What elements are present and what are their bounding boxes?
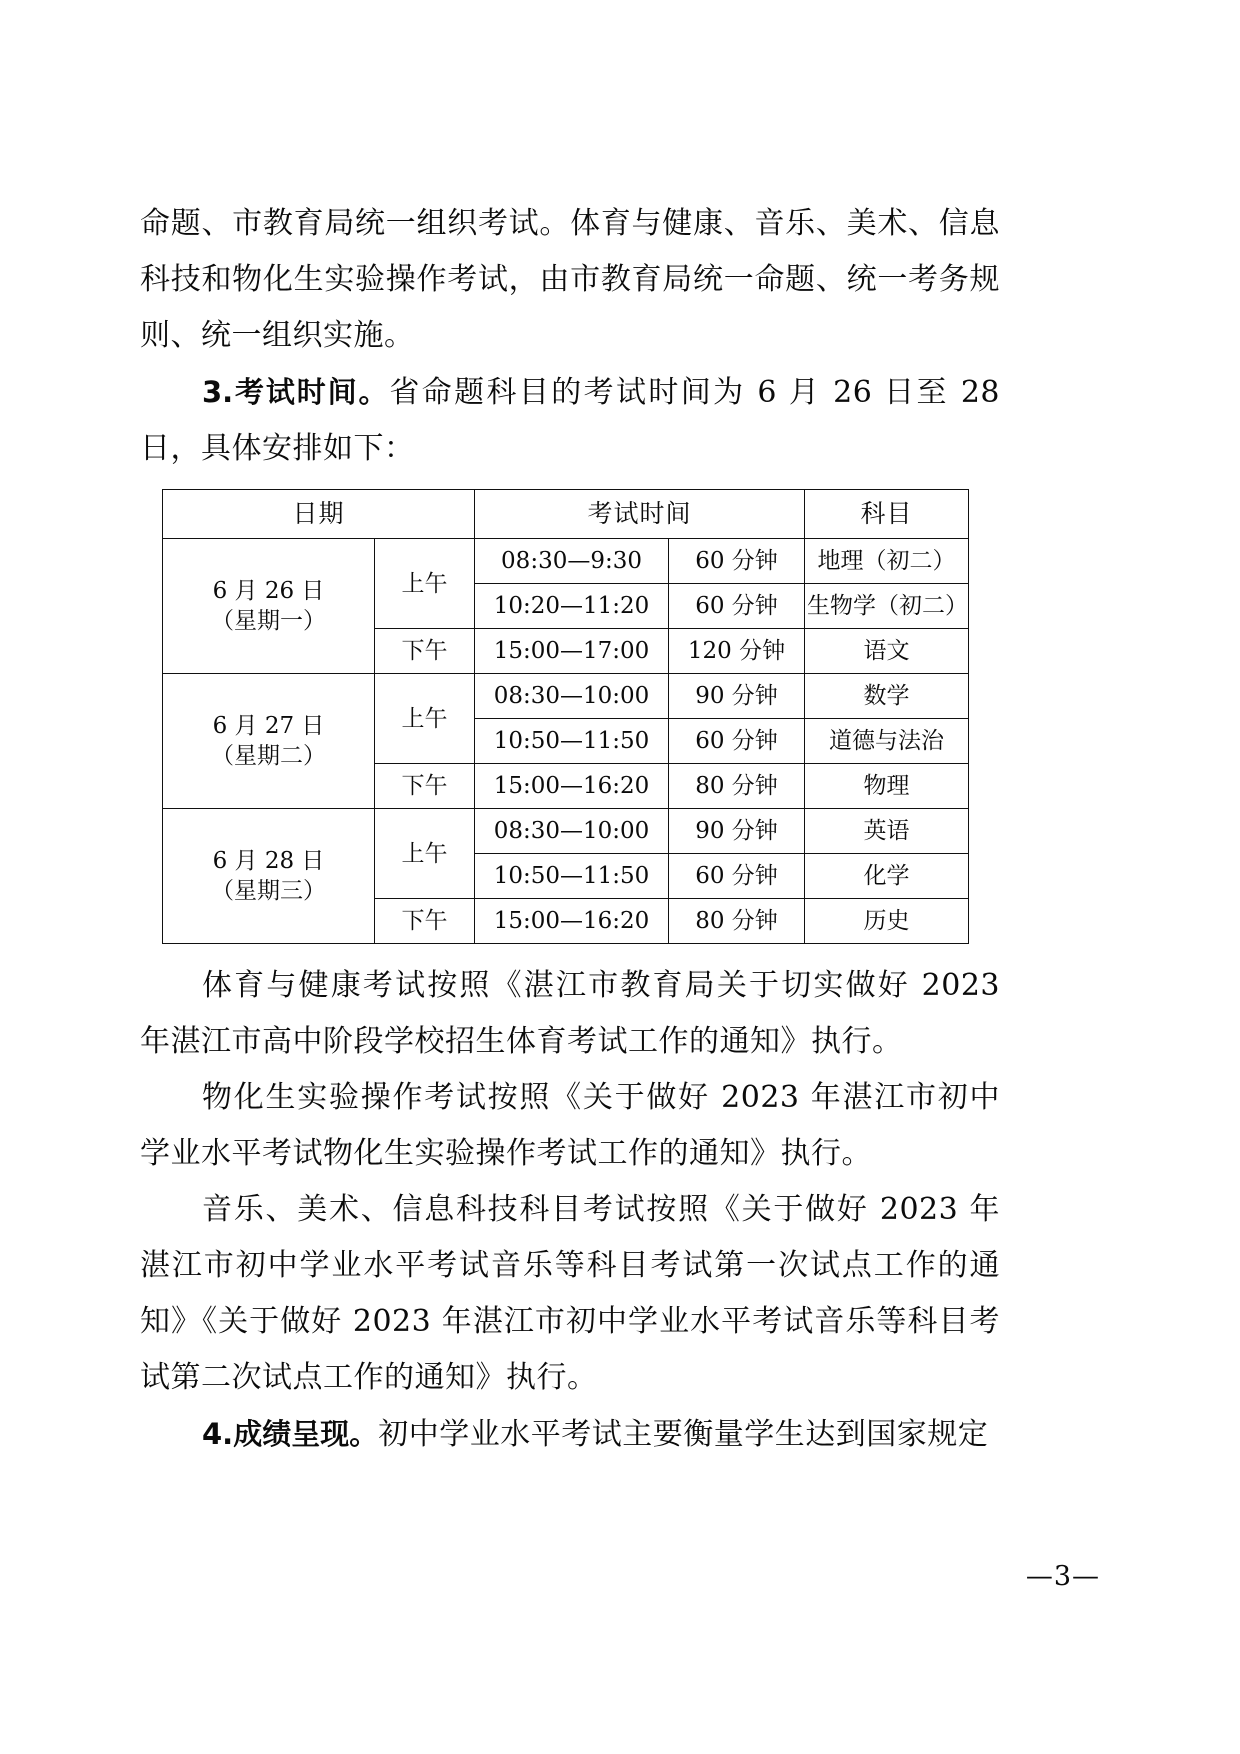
duration-cell: 90 分钟 [669, 674, 805, 719]
header-subject: 科目 [805, 490, 969, 539]
date-cell-day2 [163, 674, 375, 809]
exam-time-cell: 08:30—10:00 [475, 809, 669, 854]
half-day-cell: 下午 [375, 764, 475, 809]
paragraph-pe-exam: 体育与健康考试按照《湛江市教育局关于切实做好 2023 年湛江市高中阶段学校招生体育考试工作的通知》执行。 [140, 968, 1000, 1059]
duration-cell: 80 分钟 [669, 899, 805, 944]
section-3-heading: 3.考试时间。 [202, 375, 390, 409]
subject-cell: 历史 [805, 899, 969, 944]
duration-cell: 60 分钟 [669, 719, 805, 764]
document-body [140, 196, 1000, 1463]
exam-time-cell: 15:00—17:00 [475, 629, 669, 674]
date-line-1: 6 月 28 日 [212, 848, 325, 874]
table-row [163, 674, 969, 719]
exam-time-cell: 10:50—11:50 [475, 719, 669, 764]
half-day-cell: 上午 [375, 674, 475, 764]
date-cell-day1 [163, 539, 375, 674]
half-day-cell: 下午 [375, 899, 475, 944]
exam-time-cell: 10:50—11:50 [475, 854, 669, 899]
date-line-2: （星期二） [211, 743, 326, 769]
paragraph-continuation: 命题、市教育局统一组织考试。体育与健康、音乐、美术、信息科技和物化生实验操作考试，由市教育局统一命题、统一考务规则、统一组织实施。 [140, 206, 1000, 353]
table-row [163, 539, 969, 584]
section-4-body: 初中学业水平考试主要衡量学生达到国家规定 [378, 1417, 989, 1452]
section-4-heading: 4.成绩呈现。 [202, 1417, 379, 1451]
subject-cell: 语文 [805, 629, 969, 674]
section-3-body: 省命题科目的考试时间为 6 月 26 日至 28 日，具体安排如下： [140, 375, 1000, 466]
half-day-cell: 下午 [375, 629, 475, 674]
duration-cell: 60 分钟 [669, 854, 805, 899]
subject-cell: 物理 [805, 764, 969, 809]
half-day-cell: 上午 [375, 539, 475, 629]
paragraph-arts-exam: 音乐、美术、信息科技科目考试按照《关于做好 2023 年湛江市初中学业水平考试音乐等科目考试第一次试点工作的通知》《关于做好 2023 年湛江市初中学业水平考试音乐等科目考试第二次试点工作的通知》执行。 [140, 1192, 1000, 1395]
exam-time-cell: 15:00—16:20 [475, 899, 669, 944]
date-line-2: （星期一） [211, 608, 326, 634]
date-line-1: 6 月 27 日 [212, 713, 325, 739]
date-cell-day3 [163, 809, 375, 944]
duration-cell: 120 分钟 [669, 629, 805, 674]
date-line-1: 6 月 26 日 [212, 578, 325, 604]
header-exam-time: 考试时间 [475, 490, 805, 539]
subject-cell: 生物学（初二） [805, 584, 969, 629]
exam-time-cell: 10:20—11:20 [475, 584, 669, 629]
subject-cell: 数学 [805, 674, 969, 719]
date-line-2: （星期三） [211, 878, 326, 904]
subject-cell: 化学 [805, 854, 969, 899]
paragraph-lab-exam: 物化生实验操作考试按照《关于做好 2023 年湛江市初中学业水平考试物化生实验操作考试工作的通知》执行。 [140, 1080, 1000, 1171]
exam-time-cell: 15:00—16:20 [475, 764, 669, 809]
section-3-paragraph [140, 364, 1000, 477]
table-row [163, 809, 969, 854]
subject-cell: 地理（初二） [805, 539, 969, 584]
header-date: 日期 [163, 490, 475, 539]
duration-cell: 80 分钟 [669, 764, 805, 809]
table-header-row [163, 490, 969, 539]
duration-cell: 60 分钟 [669, 584, 805, 629]
duration-cell: 60 分钟 [669, 539, 805, 584]
exam-time-cell: 08:30—10:00 [475, 674, 669, 719]
duration-cell: 90 分钟 [669, 809, 805, 854]
page-number: —3— [1025, 1561, 1100, 1592]
exam-time-cell: 08:30—9:30 [475, 539, 669, 584]
exam-schedule-table [162, 489, 969, 944]
subject-cell: 英语 [805, 809, 969, 854]
exam-schedule-table-wrapper [162, 489, 968, 944]
half-day-cell: 上午 [375, 809, 475, 899]
section-4-paragraph [140, 1406, 1000, 1463]
subject-cell: 道德与法治 [805, 719, 969, 764]
